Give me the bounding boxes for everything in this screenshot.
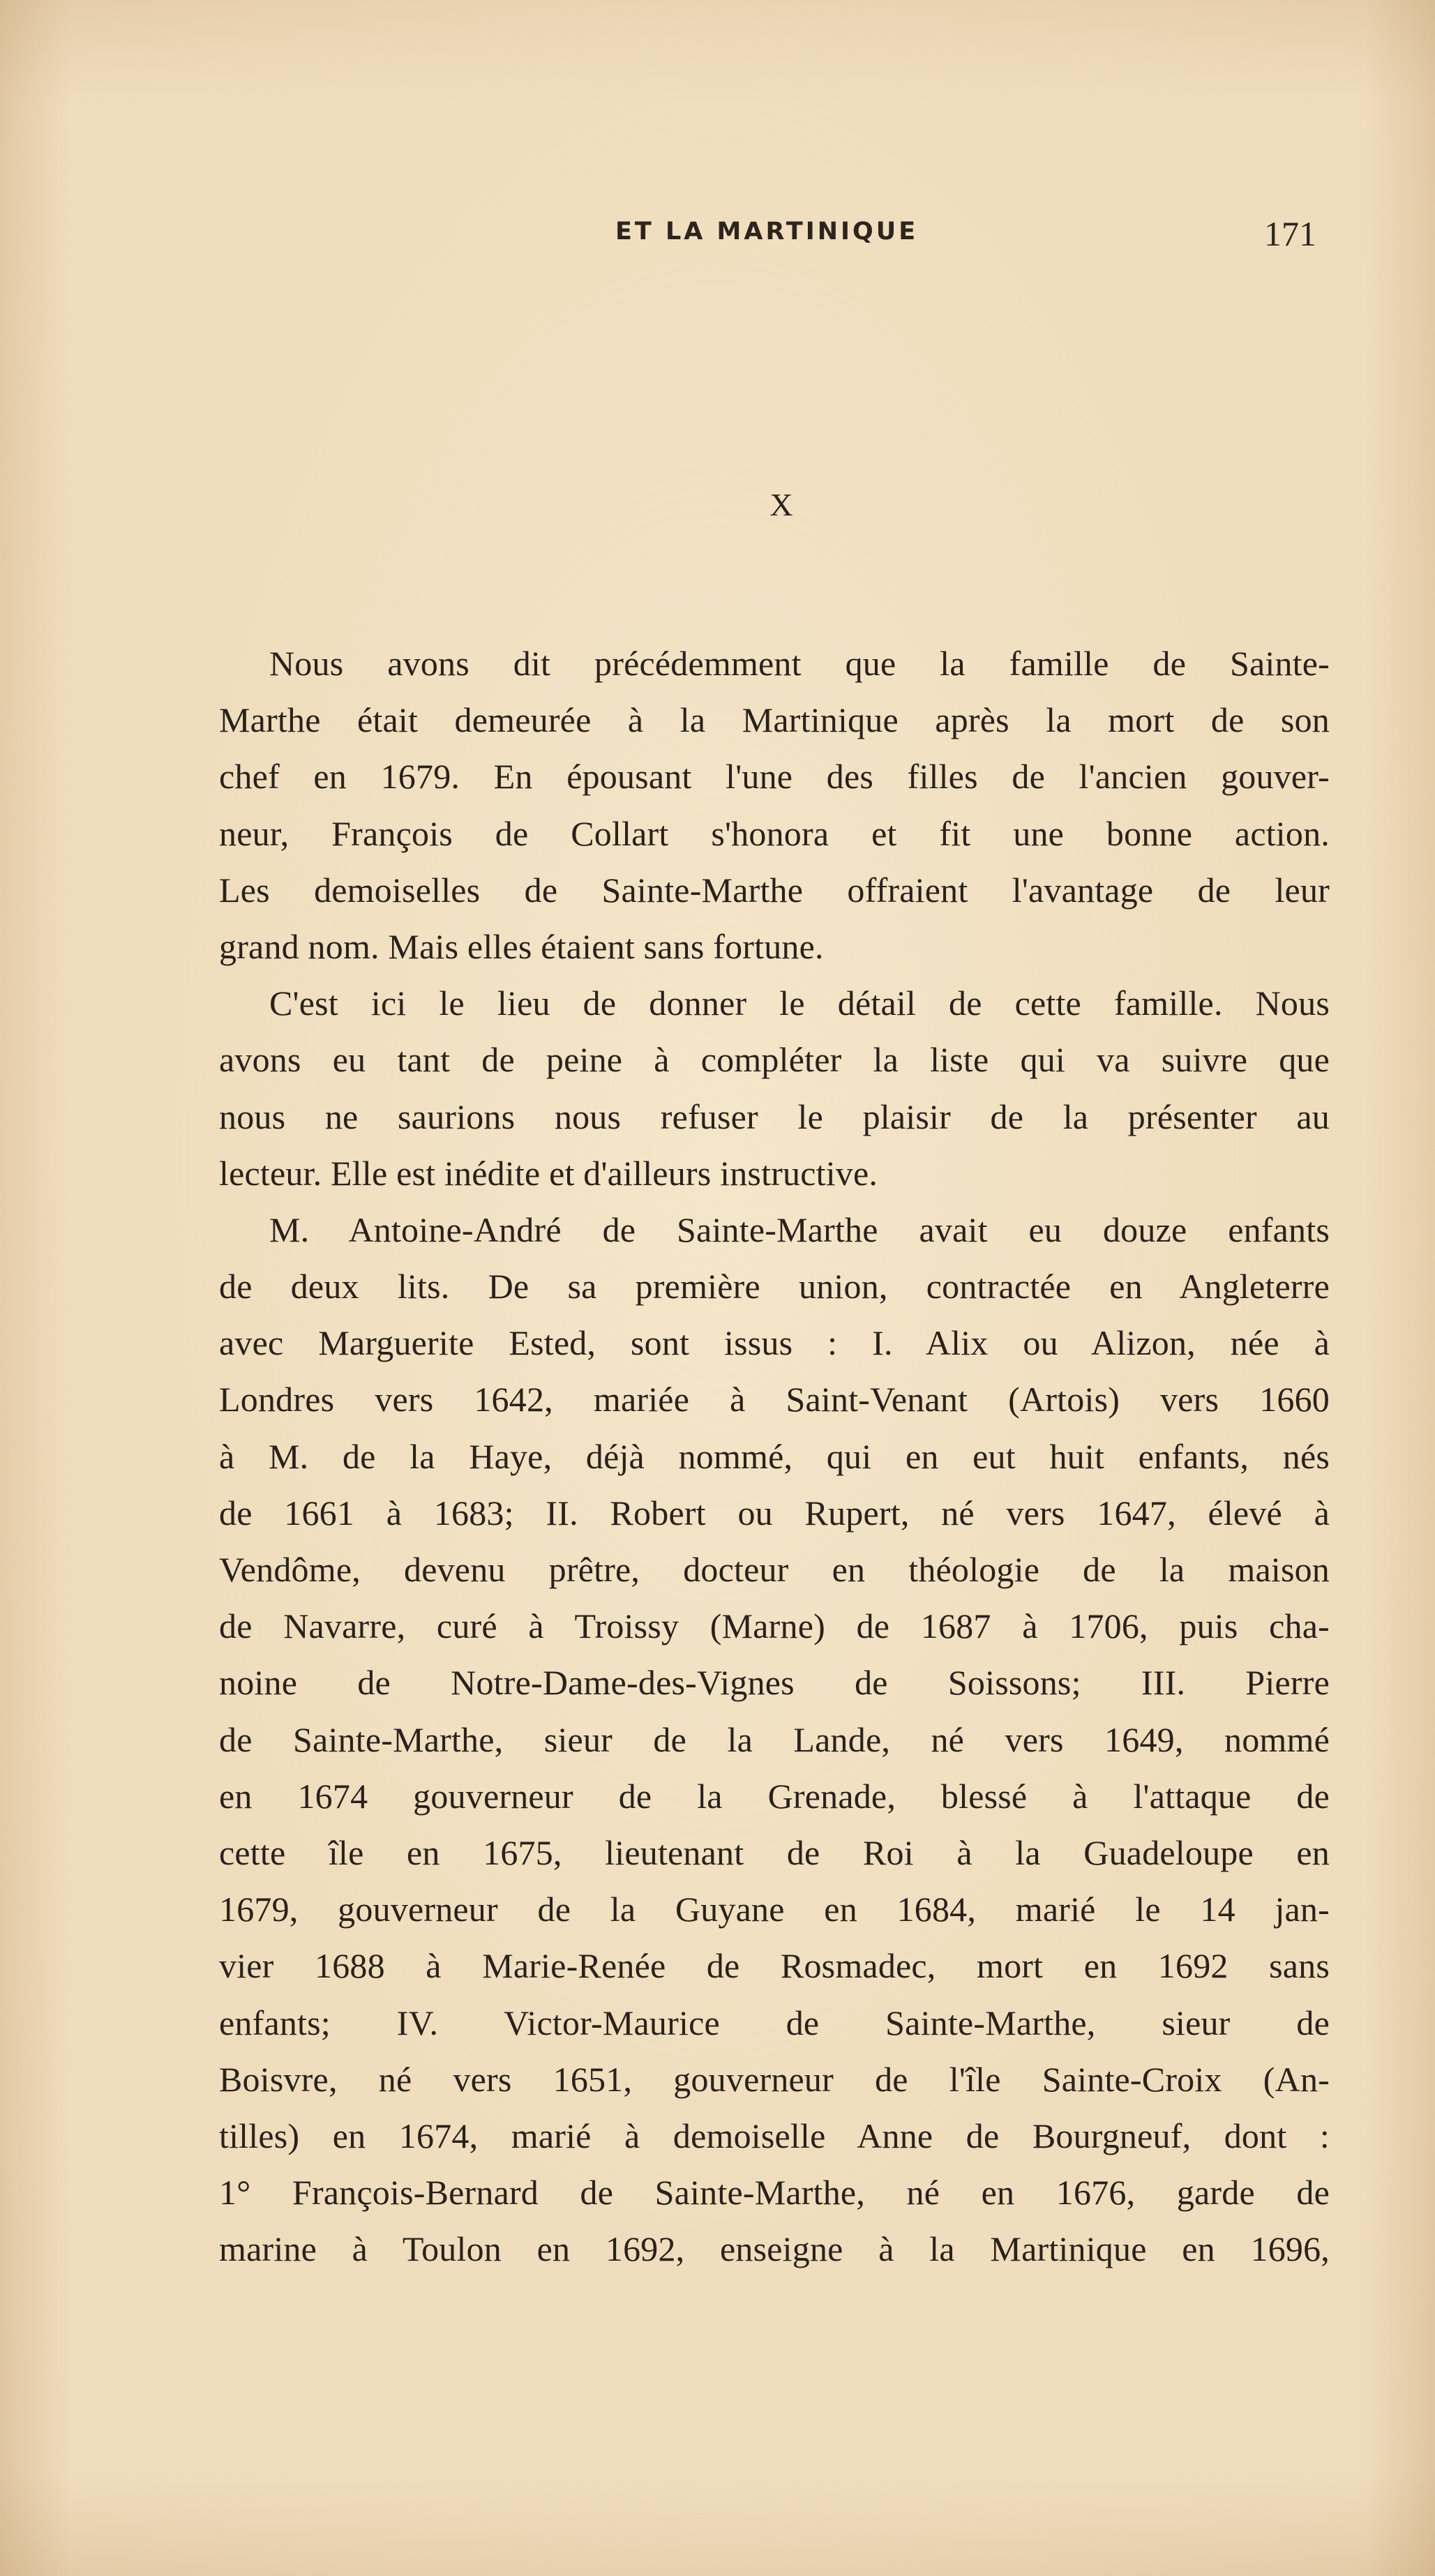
text-line: à M. de la Haye, déjà nommé, qui en eut huit enfants, nés — [219, 1436, 1330, 1476]
text-line: Marthe était demeurée à la Martinique après la mort de son — [219, 700, 1330, 740]
text-line: de deux lits. De sa première union, contractée en Angleterre — [219, 1267, 1330, 1306]
text-line: cette île en 1675, lieutenant de Roi à la Guadeloupe en — [219, 1832, 1330, 1872]
text-line: de 1661 à 1683; II. Robert ou Rupert, né vers 1647, élevé à — [219, 1493, 1330, 1532]
text-line: Londres vers 1642, mariée à Saint-Venant (Artois) vers 1660 — [219, 1380, 1330, 1419]
text-line: 1679, gouverneur de la Guyane en 1684, marié le 14 jan- — [219, 1890, 1330, 1929]
text-line: neur, François de Collart s'honora et fit une bonne action. — [219, 813, 1330, 853]
text-line: de Navarre, curé à Troissy (Marne) de 1687 à 1706, puis cha- — [219, 1606, 1330, 1646]
text-line: avec Marguerite Ested, sont issus : I. Alix ou Alizon, née à — [219, 1323, 1330, 1363]
text-line: avons eu tant de peine à compléter la liste qui va suivre que — [219, 1040, 1330, 1080]
running-title: ET LA MARTINIQUE — [615, 218, 919, 246]
text-line: Boisvre, né vers 1651, gouverneur de l'île Sainte-Croix (An- — [219, 2059, 1330, 2099]
text-line: 1° François-Bernard de Sainte-Marthe, né en 1676, garde de — [219, 2173, 1330, 2213]
text-line: M. Antoine-André de Sainte-Marthe avait eu douze enfants — [269, 1210, 1330, 1249]
text-line: chef en 1679. En épousant l'une des filles de l'ancien gouver- — [219, 757, 1330, 797]
running-head — [0, 214, 1435, 259]
text-line: lecteur. Elle est inédite et d'ailleurs instructive. — [219, 1153, 878, 1193]
text-line: Les demoiselles de Sainte-Marthe offraient l'avantage de leur — [219, 870, 1330, 910]
text-line: tilles) en 1674, marié à demoiselle Anne de Bourgneuf, dont : — [219, 2116, 1330, 2155]
section-number: X — [769, 487, 793, 522]
page-number: 171 — [1264, 214, 1316, 253]
text-line: C'est ici le lieu de donner le détail de cette famille. Nous — [269, 984, 1330, 1023]
text-line: marine à Toulon en 1692, enseigne à la Martinique en 1696, — [219, 2229, 1330, 2269]
body-text — [219, 635, 1330, 2277]
text-line: nous ne saurions nous refuser le plaisir de la présenter au — [219, 1097, 1330, 1136]
text-line: Nous avons dit précédemment que la famille de Sainte- — [269, 644, 1330, 683]
text-line: en 1674 gouverneur de la Grenade, blessé à l'attaque de — [219, 1776, 1330, 1816]
text-line: noine de Notre-Dame-des-Vignes de Soissons; III. Pierre — [219, 1663, 1330, 1703]
text-line: grand nom. Mais elles étaient sans fortune. — [219, 926, 824, 966]
text-line: de Sainte-Marthe, sieur de la Lande, né vers 1649, nommé — [219, 1719, 1330, 1759]
text-line: Vendôme, devenu prêtre, docteur en théologie de la maison — [219, 1550, 1330, 1589]
text-line: enfants; IV. Victor-Maurice de Sainte-Marthe, sieur de — [219, 2003, 1330, 2042]
text-line: vier 1688 à Marie-Renée de Rosmadec, mort en 1692 sans — [219, 1946, 1330, 1986]
